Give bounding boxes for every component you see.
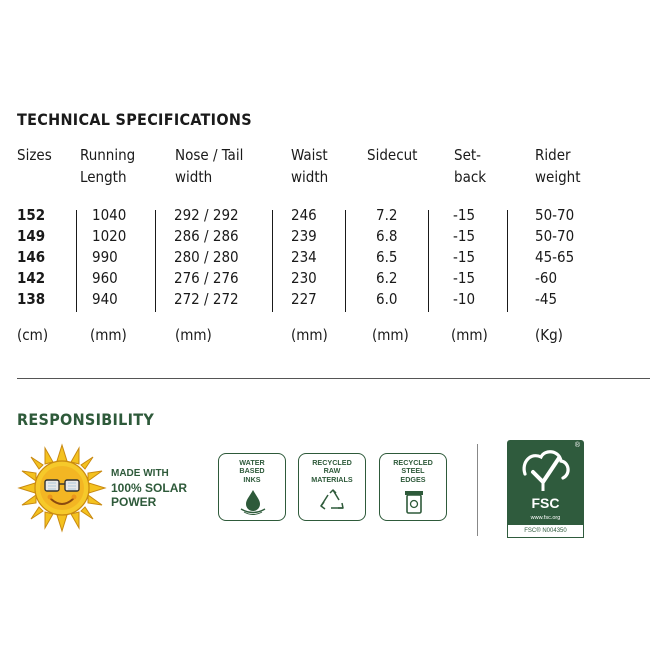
setback-cell: -15 <box>453 248 476 266</box>
solar-power-label: MADE WITH 100% SOLAR POWER <box>111 468 188 509</box>
waist-cell: 246 <box>291 206 317 224</box>
size-cell: 149 <box>17 227 46 245</box>
recycle-icon <box>318 489 348 515</box>
header-sidecut: Sidecut <box>367 146 418 164</box>
column-divider <box>507 210 508 312</box>
header-rider-weight: Rider weight <box>535 146 581 186</box>
recycled-raw-materials-badge: RECYCLED RAW MATERIALS <box>298 453 366 521</box>
unit-label: (mm) <box>90 326 127 344</box>
size-cell: 146 <box>17 248 46 266</box>
sidecut-cell: 6.5 <box>376 248 398 266</box>
running-length-cell: 1040 <box>92 206 127 224</box>
waist-cell: 239 <box>291 227 317 245</box>
unit-label: (mm) <box>291 326 328 344</box>
size-cell: 152 <box>17 206 46 224</box>
rider-weight-cell: -60 <box>535 269 558 287</box>
setback-cell: -15 <box>453 269 476 287</box>
water-based-inks-badge: WATER BASED INKS <box>218 453 286 521</box>
setback-cell: -15 <box>453 227 476 245</box>
fsc-logo <box>507 440 584 538</box>
running-length-cell: 940 <box>92 290 118 308</box>
header-setback: Set- back <box>454 146 487 186</box>
unit-label: (Kg) <box>535 326 563 344</box>
sidecut-cell: 6.2 <box>376 269 398 287</box>
fsc-name: FSC <box>531 495 560 511</box>
nose-tail-cell: 280 / 280 <box>174 248 239 266</box>
unit-label: (mm) <box>175 326 212 344</box>
running-length-cell: 990 <box>92 248 118 266</box>
rider-weight-cell: 50-70 <box>535 227 575 245</box>
column-divider <box>272 210 273 312</box>
setback-cell: -10 <box>453 290 476 308</box>
recycle-bin-icon <box>399 489 429 515</box>
fsc-tree-check-icon <box>519 448 572 492</box>
section-divider <box>17 378 650 379</box>
running-length-cell: 960 <box>92 269 118 287</box>
nose-tail-cell: 286 / 286 <box>174 227 239 245</box>
fsc-code-strip <box>507 524 584 538</box>
size-cell: 138 <box>17 290 46 308</box>
waist-cell: 234 <box>291 248 317 266</box>
unit-label: (cm) <box>17 326 49 344</box>
running-length-cell: 1020 <box>92 227 127 245</box>
header-sizes: Sizes <box>17 146 52 164</box>
column-divider <box>345 210 346 312</box>
column-divider <box>428 210 429 312</box>
sidecut-cell: 6.8 <box>376 227 398 245</box>
column-divider <box>76 210 77 312</box>
rider-weight-cell: 45-65 <box>535 248 575 266</box>
header-waist-width: Waist width <box>291 146 329 186</box>
sidecut-cell: 6.0 <box>376 290 398 308</box>
unit-label: (mm) <box>372 326 409 344</box>
waist-cell: 230 <box>291 269 317 287</box>
rider-weight-cell: 50-70 <box>535 206 575 224</box>
water-drop-icon <box>238 489 268 515</box>
nose-tail-cell: 272 / 272 <box>174 290 239 308</box>
registered-mark: ® <box>574 442 580 449</box>
rider-weight-cell: -45 <box>535 290 558 308</box>
technical-title: TECHNICAL SPECIFICATIONS <box>17 110 252 129</box>
badge-divider <box>477 444 478 536</box>
column-divider <box>155 210 156 312</box>
fsc-url: www.fsc.org <box>530 515 561 521</box>
header-nose-tail-width: Nose / Tail width <box>175 146 244 186</box>
fsc-code: FSC® N004350 <box>524 528 567 534</box>
nose-tail-cell: 292 / 292 <box>174 206 239 224</box>
recycled-steel-edges-badge: RECYCLED STEEL EDGES <box>379 453 447 521</box>
unit-label: (mm) <box>451 326 488 344</box>
size-cell: 142 <box>17 269 46 287</box>
nose-tail-cell: 276 / 276 <box>174 269 239 287</box>
sidecut-cell: 7.2 <box>376 206 398 224</box>
setback-cell: -15 <box>453 206 476 224</box>
solar-sun-icon <box>17 443 107 533</box>
responsibility-title: RESPONSIBILITY <box>17 410 155 429</box>
header-running-length: Running Length <box>80 146 136 186</box>
waist-cell: 227 <box>291 290 317 308</box>
